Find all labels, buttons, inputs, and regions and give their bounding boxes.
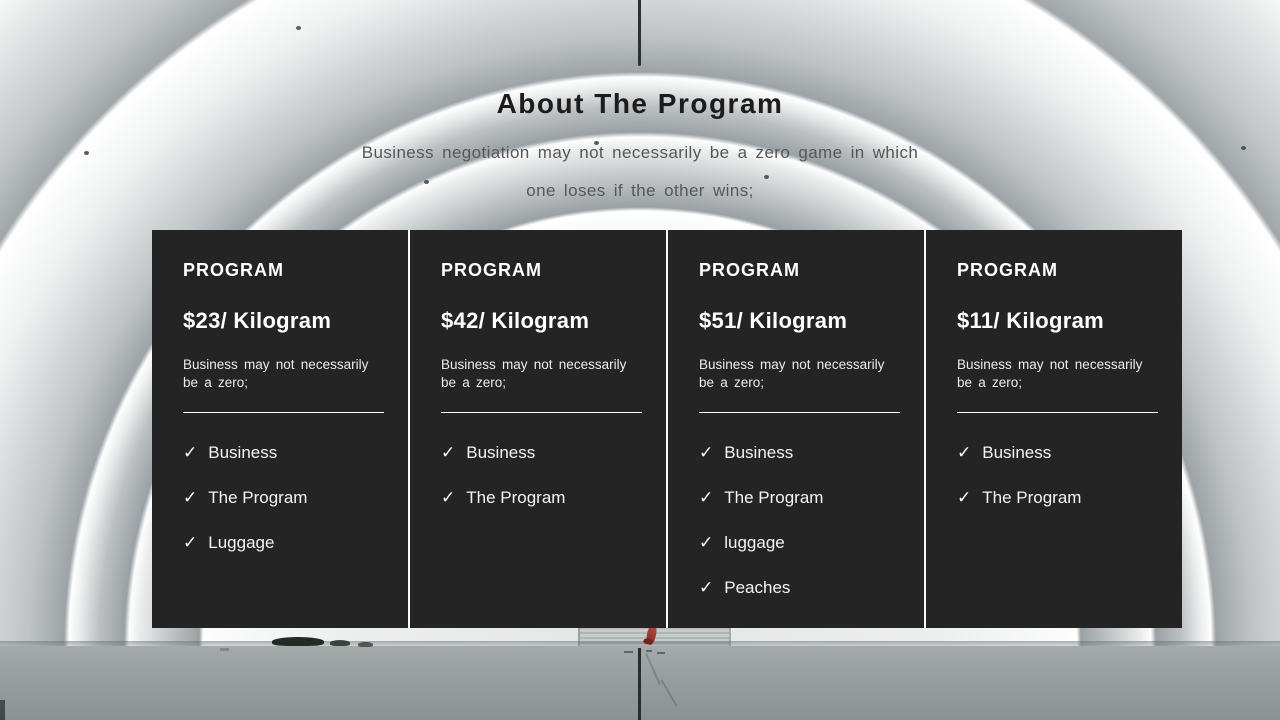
feature-list bbox=[183, 442, 388, 554]
feature-label: Peaches bbox=[724, 578, 791, 597]
feature-item bbox=[957, 442, 1162, 464]
card-label: PROGRAM bbox=[183, 260, 284, 280]
card-description: Business may not necessarily be a zero; bbox=[441, 357, 627, 390]
feature-item bbox=[699, 532, 904, 554]
feature-label: Business bbox=[208, 443, 278, 462]
check-icon: ✓ bbox=[441, 488, 456, 507]
feature-label: Business bbox=[724, 443, 794, 462]
feature-list bbox=[699, 442, 904, 599]
floor-mark bbox=[657, 652, 665, 654]
feature-item bbox=[441, 442, 646, 464]
feature-list bbox=[441, 442, 646, 509]
pricing-card-1 bbox=[152, 230, 408, 628]
pricing-card-3 bbox=[666, 230, 924, 628]
check-icon: ✓ bbox=[699, 488, 714, 507]
feature-label: The Program bbox=[208, 488, 308, 507]
floor-mark bbox=[646, 650, 652, 652]
card-divider-line bbox=[183, 412, 384, 413]
check-icon: ✓ bbox=[183, 443, 198, 462]
pricing-card-4 bbox=[924, 230, 1182, 628]
check-icon: ✓ bbox=[183, 488, 198, 507]
subtitle-line-2: one loses if the other wins; bbox=[526, 181, 754, 200]
subtitle-line-1: Business negotiation may not necessarily be a zero game in which bbox=[361, 143, 919, 162]
card-price: $23/ Kilogram bbox=[183, 308, 332, 333]
feature-label: Luggage bbox=[208, 533, 275, 552]
check-icon: ✓ bbox=[699, 443, 714, 462]
corner-mark bbox=[0, 700, 5, 720]
card-price: $51/ Kilogram bbox=[699, 308, 848, 333]
feature-item bbox=[699, 487, 904, 509]
card-divider-line bbox=[957, 412, 1158, 413]
rivet-dot bbox=[764, 175, 769, 179]
bush bbox=[272, 637, 324, 646]
bush bbox=[358, 642, 373, 647]
feature-item bbox=[441, 487, 646, 509]
feature-item bbox=[699, 442, 904, 464]
card-label: PROGRAM bbox=[957, 260, 1058, 280]
card-divider-line bbox=[441, 412, 642, 413]
feature-item bbox=[183, 532, 388, 554]
feature-label: Business bbox=[982, 443, 1052, 462]
feature-item bbox=[183, 487, 388, 509]
feature-label: The Program bbox=[466, 488, 566, 507]
check-icon: ✓ bbox=[441, 443, 456, 462]
rivet-dot bbox=[296, 26, 301, 30]
floor-mark bbox=[220, 648, 229, 651]
bush bbox=[330, 640, 350, 646]
feature-list bbox=[957, 442, 1162, 509]
feature-label: The Program bbox=[982, 488, 1082, 507]
pricing-card-2 bbox=[408, 230, 666, 628]
center-pole-bottom bbox=[638, 648, 641, 720]
card-description: Business may not necessarily be a zero; bbox=[183, 357, 369, 390]
feature-item bbox=[183, 442, 388, 464]
card-label: PROGRAM bbox=[699, 260, 800, 280]
card-description: Business may not necessarily be a zero; bbox=[957, 357, 1143, 390]
pricing-card-strip bbox=[152, 230, 1143, 628]
card-divider-line bbox=[699, 412, 900, 413]
feature-label: The Program bbox=[724, 488, 824, 507]
feature-item bbox=[699, 577, 904, 599]
check-icon: ✓ bbox=[957, 443, 972, 462]
feature-item bbox=[957, 487, 1162, 509]
floor-mark bbox=[624, 651, 633, 653]
card-label: PROGRAM bbox=[441, 260, 542, 280]
card-description: Business may not necessarily be a zero; bbox=[699, 357, 885, 390]
check-icon: ✓ bbox=[183, 533, 198, 552]
card-price: $11/ Kilogram bbox=[957, 308, 1104, 333]
check-icon: ✓ bbox=[957, 488, 972, 507]
center-pole-top bbox=[638, 0, 641, 66]
page-title: About The Program bbox=[496, 88, 784, 119]
check-icon: ✓ bbox=[699, 578, 714, 597]
check-icon: ✓ bbox=[699, 533, 714, 552]
feature-label: Business bbox=[466, 443, 536, 462]
card-price: $42/ Kilogram bbox=[441, 308, 590, 333]
feature-label: luggage bbox=[724, 533, 785, 552]
